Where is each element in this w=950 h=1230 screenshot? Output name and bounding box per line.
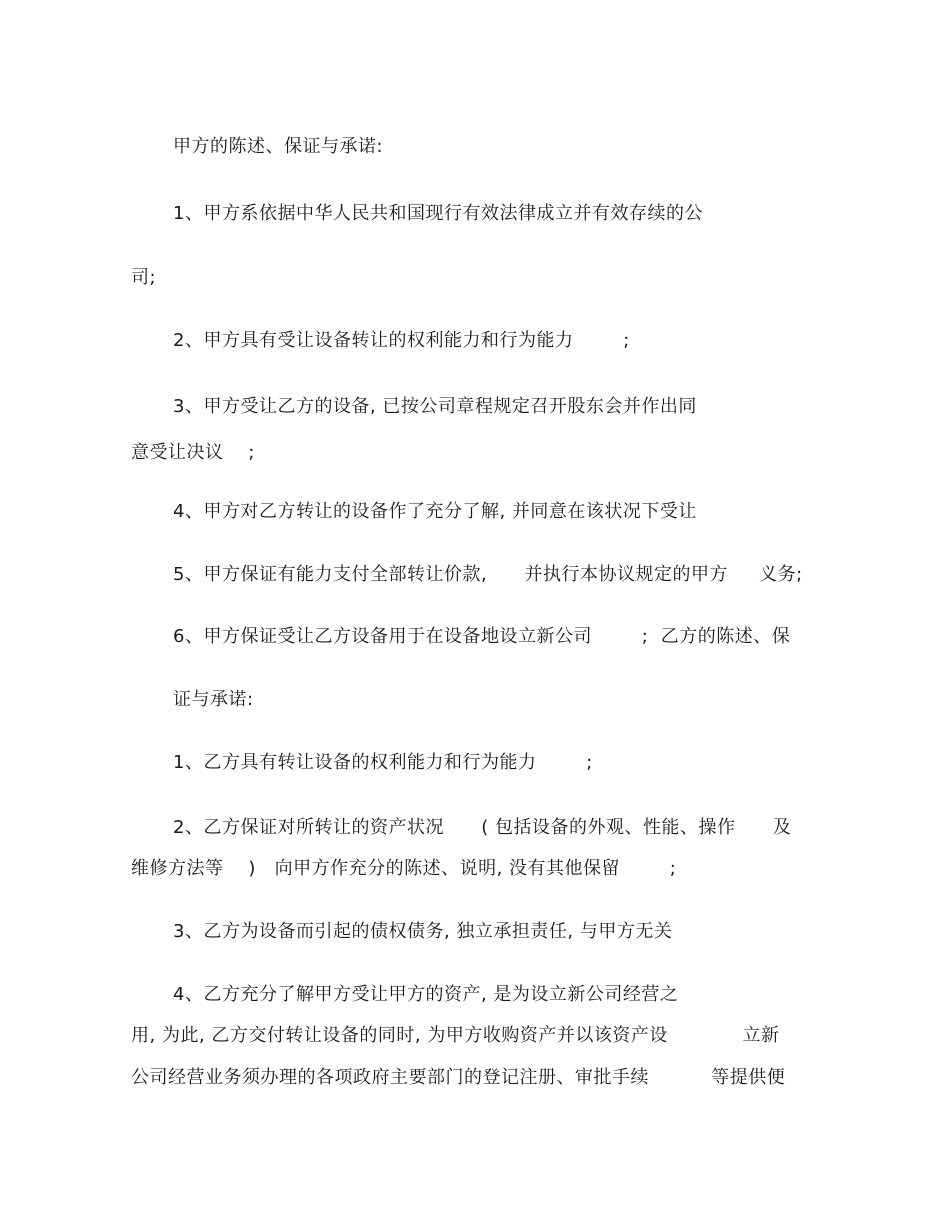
party-b-clause-4-cont-2: 公司经营业务须办理的各项政府主要部门的登记注册、审批手续 等提供便 bbox=[131, 1067, 786, 1088]
party-a-clause-1: 1、甲方系依据中华人民共和国现行有效法律成立并有效存续的公 bbox=[173, 203, 703, 224]
party-a-clause-2: 2、甲方具有受让设备转让的权利能力和行为能力 ; bbox=[173, 330, 630, 351]
party-a-clause-3: 3、甲方受让乙方的设备, 已按公司章程规定召开股东会并作出同 bbox=[173, 396, 697, 417]
party-a-clause-4: 4、甲方对乙方转让的设备作了充分了解, 并同意在该状况下受让 bbox=[173, 501, 697, 522]
party-a-clause-3-cont: 意受让决议 ; bbox=[131, 442, 255, 463]
party-b-clause-2: 2、乙方保证对所转让的资产状况 ( 包括设备的外观、性能、操作 及 bbox=[173, 817, 792, 838]
party-b-clause-4: 4、乙方充分了解甲方受让甲方的资产, 是为设立新公司经营之 bbox=[173, 984, 679, 1005]
party-a-clause-6: 6、甲方保证受让乙方设备用于在设备地设立新公司 ; 乙方的陈述、保 bbox=[173, 626, 791, 647]
party-a-clause-1-cont: 司; bbox=[131, 267, 157, 288]
section-heading-party-a: 甲方的陈述、保证与承诺: bbox=[173, 136, 384, 157]
party-b-clause-4-cont-1: 用, 为此, 乙方交付转让设备的同时, 为甲方收购资产并以该资产设 立新 bbox=[131, 1025, 780, 1046]
section-heading-party-b: 证与承诺: bbox=[173, 689, 254, 710]
party-a-clause-5: 5、甲方保证有能力支付全部转让价款, 并执行本协议规定的甲方 义务; bbox=[173, 564, 803, 585]
party-b-clause-1: 1、乙方具有转让设备的权利能力和行为能力 ; bbox=[173, 752, 593, 773]
party-b-clause-3: 3、乙方为设备而引起的债权债务, 独立承担责任, 与甲方无关 bbox=[173, 921, 673, 942]
party-b-clause-2-cont: 维修方法等 ) 向甲方作充分的陈述、说明, 没有其他保留 ; bbox=[131, 858, 677, 879]
